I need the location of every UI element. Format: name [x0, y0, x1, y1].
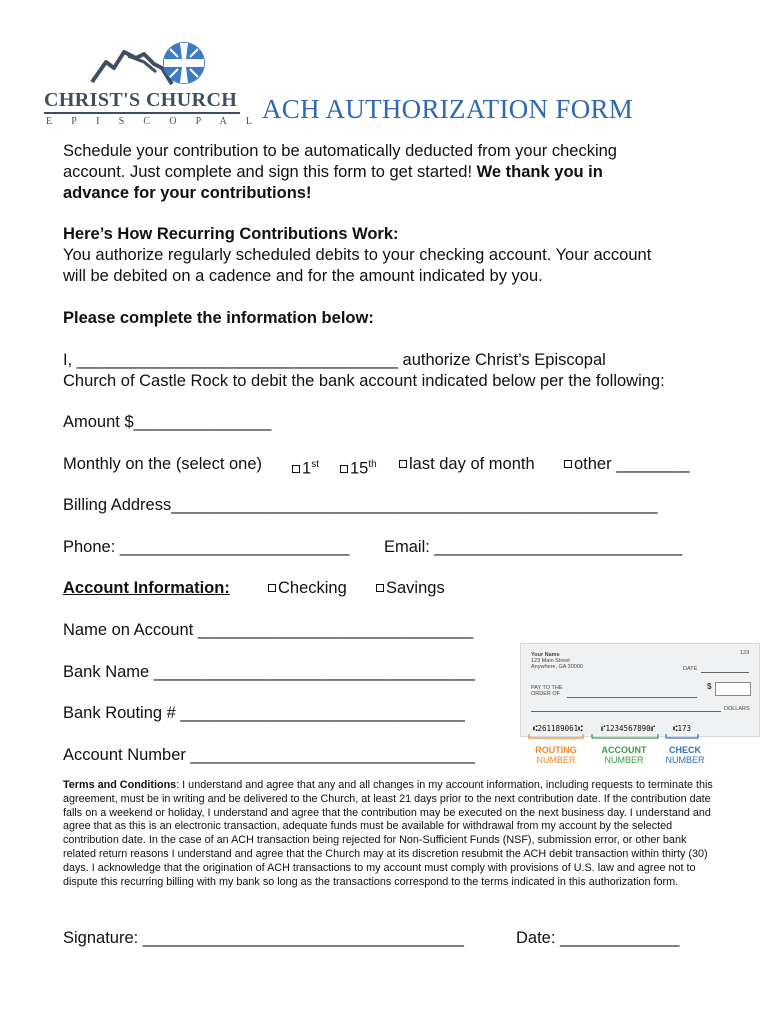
check-dollars-label: DOLLARS — [724, 706, 750, 712]
logo-church-name: CHRIST'S CHURCH — [44, 89, 238, 111]
complete-heading: Please complete the information below: — [63, 309, 374, 327]
monthly-option-15th[interactable]: 15th — [340, 454, 377, 480]
micr-account: ⑈1234567890⑈ — [601, 724, 656, 733]
amount-field[interactable]: Amount $_______________ — [63, 413, 272, 431]
signature-field[interactable]: Signature: ___________________________________ — [63, 929, 464, 947]
checkbox-savings[interactable] — [376, 584, 384, 592]
checkbox-last-day[interactable] — [399, 460, 407, 468]
check-payer-city: Anywhere, GA 30000 — [531, 664, 583, 670]
page-title: ACH AUTHORIZATION FORM — [262, 94, 634, 124]
how-line-2: will be debited on a cadence and for the amount indicated by you. — [63, 267, 543, 285]
intro-line-2 — [63, 162, 603, 183]
check-pay-to-2: ORDER OF — [531, 691, 561, 697]
intro-line-1: Schedule your contribution to be automatically deducted from your checking — [63, 142, 617, 160]
check-payer-name: Your Name — [531, 652, 560, 658]
sample-check — [520, 643, 760, 737]
account-number-field[interactable]: Account Number _______________________________ — [63, 746, 475, 764]
check-payee-line — [567, 697, 697, 698]
billing-address-field[interactable]: Billing Address_____________________________________________________ — [63, 496, 658, 514]
how-line-1: You authorize regularly scheduled debits to your checking account. Your account — [63, 246, 652, 264]
checkbox-1st[interactable] — [292, 465, 300, 473]
check-number-label-2: NUMBER — [665, 755, 705, 765]
logo-divider — [44, 112, 240, 114]
monthly-option-other[interactable]: other ________ — [564, 454, 690, 475]
authorize-line-2: Church of Castle Rock to debit the bank account indicated below per the following: — [63, 372, 665, 390]
monthly-label: Monthly on the (select one) — [63, 455, 263, 473]
check-date-label: DATE — [683, 666, 698, 672]
check-pay-to-1: PAY TO THE — [531, 685, 563, 691]
account-type-savings[interactable]: Savings — [376, 578, 445, 599]
email-field[interactable]: Email: ___________________________ — [384, 538, 683, 556]
check-date-line — [701, 672, 749, 673]
micr-routing: ⑆261189061⑆ — [533, 724, 583, 733]
checkbox-15th[interactable] — [340, 465, 348, 473]
account-info-heading: Account Information: — [63, 579, 230, 597]
checkbox-checking[interactable] — [268, 584, 276, 592]
how-heading: Here’s How Recurring Contributions Work: — [63, 225, 399, 243]
routing-number-label-2: NUMBER — [536, 755, 576, 765]
account-bracket — [592, 734, 658, 738]
phone-field[interactable]: Phone: _________________________ — [63, 538, 350, 556]
check-payer-street: 123 Main Street — [531, 658, 570, 664]
terms-and-conditions — [63, 779, 713, 889]
intro-line-2-bold: We thank you in — [476, 163, 603, 181]
monthly-option-last-day[interactable]: last day of month — [399, 454, 535, 475]
mountain-cross-icon — [44, 38, 244, 90]
routing-bracket — [529, 734, 583, 738]
terms-body: : I understand and agree that any and all changes in my account information, including requests to terminate this agreement, must be in writing and be delivered to the Church, at least 21 days prior to the next contribution date. If the contribution date falls on a weekend or holiday, I understand and agree that the contribution may be executed on the next business day. I understand and agree that as this is an electronic transaction, adequate funds must be available for withdrawal from my account by the selected contribution date. In the case of an ACH transaction being rejected for Non-Sufficient Funds (NSF), submission error, or other bank related return reasons I understand and agree that the Church may at its discretion resubmit the ACH debit transaction within thirty (30) days. I acknowledge that the origination of ACH transactions to my account must comply with provisions of U.S. law and agree not to dispute this recurring billing with my bank so long as the transactions correspond to the terms indicated in this authorization form. — [63, 779, 713, 888]
date-field[interactable]: Date: _____________ — [516, 929, 680, 947]
monthly-option-1st[interactable]: 1st — [292, 454, 319, 480]
bank-name-field[interactable]: Bank Name ___________________________________ — [63, 663, 475, 681]
micr-check: ⑆173 — [673, 724, 692, 733]
checkbox-other[interactable] — [564, 460, 572, 468]
checknum-bracket — [666, 734, 698, 738]
intro-line-3: advance for your contributions! — [63, 184, 312, 202]
account-number-label-2: NUMBER — [604, 755, 644, 765]
intro-line-2-regular: account. Just complete and sign this form to get started! — [63, 163, 477, 181]
name-on-account-field[interactable]: Name on Account ______________________________ — [63, 621, 474, 639]
check-number-label-1: CHECK — [668, 745, 701, 755]
check-dollar-sign: $ — [707, 682, 712, 691]
check-amount-box — [715, 682, 751, 696]
check-number-top: 123 — [740, 650, 750, 656]
check-dollars-line — [531, 711, 721, 712]
routing-number-label-1: ROUTING — [535, 745, 577, 755]
bank-routing-field[interactable]: Bank Routing # _______________________________ — [63, 704, 465, 722]
account-number-label-1: ACCOUNT — [601, 745, 647, 755]
account-type-checking[interactable]: Checking — [268, 578, 347, 599]
terms-heading: Terms and Conditions — [63, 779, 177, 791]
church-logo — [44, 38, 272, 128]
authorize-line-1[interactable]: I, ___________________________________ authorize Christ’s Episcopal — [63, 351, 606, 369]
check-brackets — [528, 733, 718, 743]
logo-episcopal: EPISCOPAL — [46, 116, 272, 127]
